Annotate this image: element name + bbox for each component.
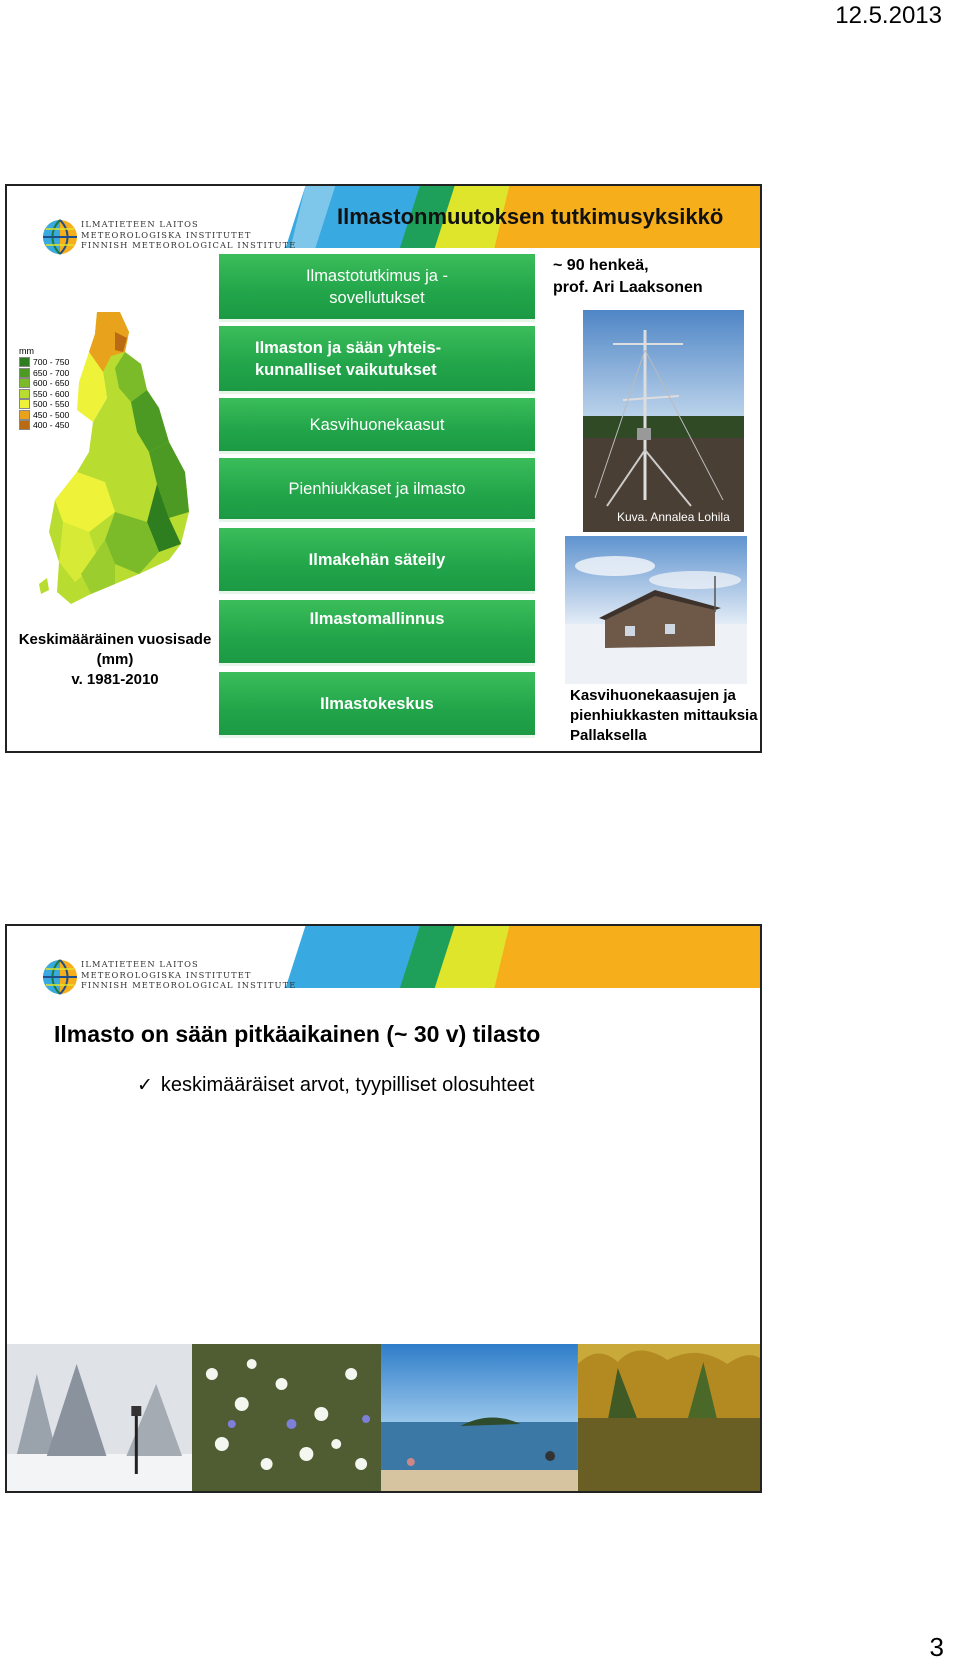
- legend-label: 450 - 500: [33, 409, 70, 420]
- fmi-globe-icon: [41, 958, 79, 996]
- legend-row: [19, 410, 69, 421]
- photo-spring-flowers: [192, 1344, 381, 1493]
- logo-line-fi: ILMATIETEEN LAITOS: [81, 219, 199, 229]
- legend-label: 550 - 600: [33, 388, 70, 399]
- legend-row: [19, 378, 69, 389]
- unit-box: [219, 326, 535, 394]
- logo-line-fi: ILMATIETEEN LAITOS: [81, 959, 199, 969]
- bullet-text: keskimääräiset arvot, tyypilliset olosuhteet: [160, 1074, 535, 1096]
- legend-label: 650 - 700: [33, 367, 70, 378]
- unit-label: Ilmastokeskus: [320, 694, 434, 713]
- pallas-caption-line: Pallaksella: [570, 727, 647, 744]
- logo-line-en: FINNISH METEOROLOGICAL INSTITUTE: [81, 240, 297, 250]
- map-legend: [19, 346, 69, 431]
- staff-count: ~ 90 henkeä,: [553, 257, 649, 274]
- unit-box: [219, 528, 535, 594]
- unit-label: Pienhiukkaset ja ilmasto: [288, 479, 466, 498]
- slide-title: Ilmastonmuutoksen tutkimusyksikkö: [337, 204, 724, 229]
- map-caption: [15, 630, 215, 690]
- logo-line-sv: METEOROLOGISKA INSTITUTET: [81, 229, 252, 240]
- legend-row: [19, 399, 69, 410]
- staff-head: prof. Ari Laaksonen: [553, 279, 703, 296]
- page-date: 12.5.2013: [835, 2, 942, 29]
- legend-row: [19, 389, 69, 400]
- map-caption-line: (mm): [96, 651, 134, 668]
- logo-line-sv: METEOROLOGISKA INSTITUTET: [81, 969, 252, 980]
- legend-label: 500 - 550: [33, 399, 70, 410]
- pallas-caption: [570, 686, 758, 746]
- logo-line-en: FINNISH METEOROLOGICAL INSTITUTE: [81, 980, 297, 990]
- photo-credit: Kuva. Annalea Lohila: [617, 510, 730, 524]
- fmi-logo: [41, 958, 297, 1006]
- unit-label: Ilmastomallinnus: [309, 609, 445, 628]
- slide-climate-definition: [5, 924, 762, 1493]
- check-icon: ✓: [137, 1075, 153, 1096]
- unit-box: [219, 672, 535, 738]
- map-caption-line: v. 1981-2010: [71, 671, 159, 688]
- unit-label: Ilmaston ja sään yhteis-kunnalliset vaikutukset: [255, 338, 442, 379]
- legend-label: 700 - 750: [33, 357, 70, 368]
- bullet-item: [137, 1074, 534, 1097]
- unit-box: [219, 458, 535, 522]
- unit-label: Kasvihuonekaasut: [309, 415, 445, 434]
- unit-box: [219, 254, 535, 322]
- slide-research-unit: [5, 184, 762, 753]
- photo-winter: [7, 1344, 192, 1493]
- map-caption-line: Keskimääräinen vuosisade: [18, 631, 212, 648]
- legend-row: [19, 357, 69, 368]
- photo-measurement-mast: [583, 310, 744, 532]
- pallas-caption-line: pienhiukkasten mittauksia: [570, 707, 758, 724]
- pallas-caption-line: Kasvihuonekaasujen ja: [570, 687, 736, 704]
- legend-label: 400 - 450: [33, 420, 70, 431]
- photo-pallas-station: [565, 536, 747, 684]
- legend-row: [19, 368, 69, 379]
- staff-info: [553, 255, 703, 299]
- slide-title: Ilmasto on sään pitkäaikainen (~ 30 v) tilasto: [54, 1021, 541, 1047]
- page-number: 3: [929, 1632, 944, 1662]
- unit-box: [219, 600, 535, 666]
- photo-autumn-lake: [578, 1344, 760, 1493]
- season-photo-strip: [7, 1344, 760, 1493]
- fmi-globe-icon: [41, 218, 79, 256]
- unit-label: Ilmastotutkimus ja -sovellutukset: [305, 266, 449, 307]
- legend-label: 600 - 650: [33, 378, 70, 389]
- unit-label: Ilmakehän säteily: [308, 550, 446, 569]
- unit-box: [219, 398, 535, 454]
- legend-row: [19, 420, 69, 431]
- photo-summer-beach: [381, 1344, 578, 1493]
- legend-unit: mm: [19, 346, 34, 356]
